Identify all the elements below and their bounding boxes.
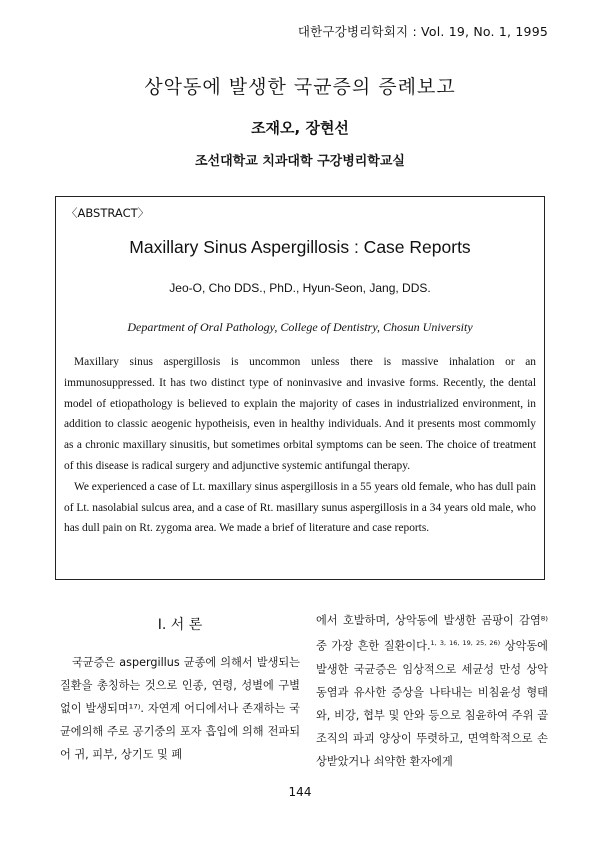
abstract-tag: 〈ABSTRACT〉: [66, 206, 150, 220]
abstract-body: [64, 352, 536, 539]
abstract-paragraph-2: We experienced a case of Lt. maxillary sinus aspergillosis in a 55 years old female, who has dull pain of Lt. nasolabial sulcus area, and a case of Rt. masillary sunus aspergillosis in a 34 years old male, who has dull pain on Rt. zygoma area. We made a brief of literature and case reports.: [64, 480, 536, 535]
english-title: Maxillary Sinus Aspergillosis : Case Reports: [129, 237, 471, 257]
english-authors: Jeo-O, Cho DDS., PhD., Hyun-Seon, Jang, DDS.: [169, 281, 431, 295]
korean-title: 상악동에 발생한 국균증의 증례보고: [144, 76, 456, 98]
section-heading-introduction: I. 서 론: [157, 617, 203, 633]
intro-right-text-1: 에서 호발하며, 상악동에 발생한 곰팡이 감염⁸⁾중 가장 흔한 질환이다.: [316, 614, 548, 653]
intro-left-paragraph: 국균증은 aspergillus 균종에 의해서 발생되는 질환을 총칭하는 것으로 인종, 연령, 성별에 구별없이 발생되며¹⁷⁾. 자연계 어디에서나 존재하는 국균에의해 주로 공기중의 포자 흡입에 의해 전파되어 귀, 피부, 상기도 및 폐: [60, 656, 300, 761]
intro-right-paragraph: [316, 609, 548, 773]
intro-right-text-2: 상악동에 발생한 국균증은 임상적으로 세균성 만성 상악동염과 유사한 증상을 나타내는 비침윤성 형태와, 비강, 협부 및 안와 등으로 침윤하여 주위 골조직의 파괴 양상이 뚜렷하고, 면역학적으로 손상받았거나 쇠약한 환자에게: [316, 639, 548, 768]
left-column: [60, 651, 300, 766]
abstract-box: [55, 196, 545, 580]
reference-citation: 1, 3, 16, 19, 25, 26): [430, 639, 501, 647]
right-column: [316, 609, 548, 773]
page-number: 144: [288, 785, 312, 799]
korean-affiliation: 조선대학교 치과대학 구강병리학교실: [195, 154, 405, 169]
english-department: Department of Oral Pathology, College of Dentistry, Chosun University: [127, 320, 473, 334]
abstract-paragraph-1: Maxillary sinus aspergillosis is uncommon unless there is massive inhalation or an immunosuppressed. It has two distinct type of noninvasive and invasive forms. Recently, the dental model of etiopathology is believed to explain the majority of cases in industrialized environment, in addition to classic aeogenic hypotheisis, even in healthy individuals. And it presents most commomly as a chronic maxillary sinusitis, but sometimes orbital symptoms can be seen. The choice of treatment of this disease is radical surgery and adjunctive systemic antifungal therapy.: [64, 356, 536, 472]
korean-authors: 조재오, 장현선: [251, 119, 349, 137]
journal-header: 대한구강병리학회지 : Vol. 19, No. 1, 1995: [297, 24, 548, 39]
